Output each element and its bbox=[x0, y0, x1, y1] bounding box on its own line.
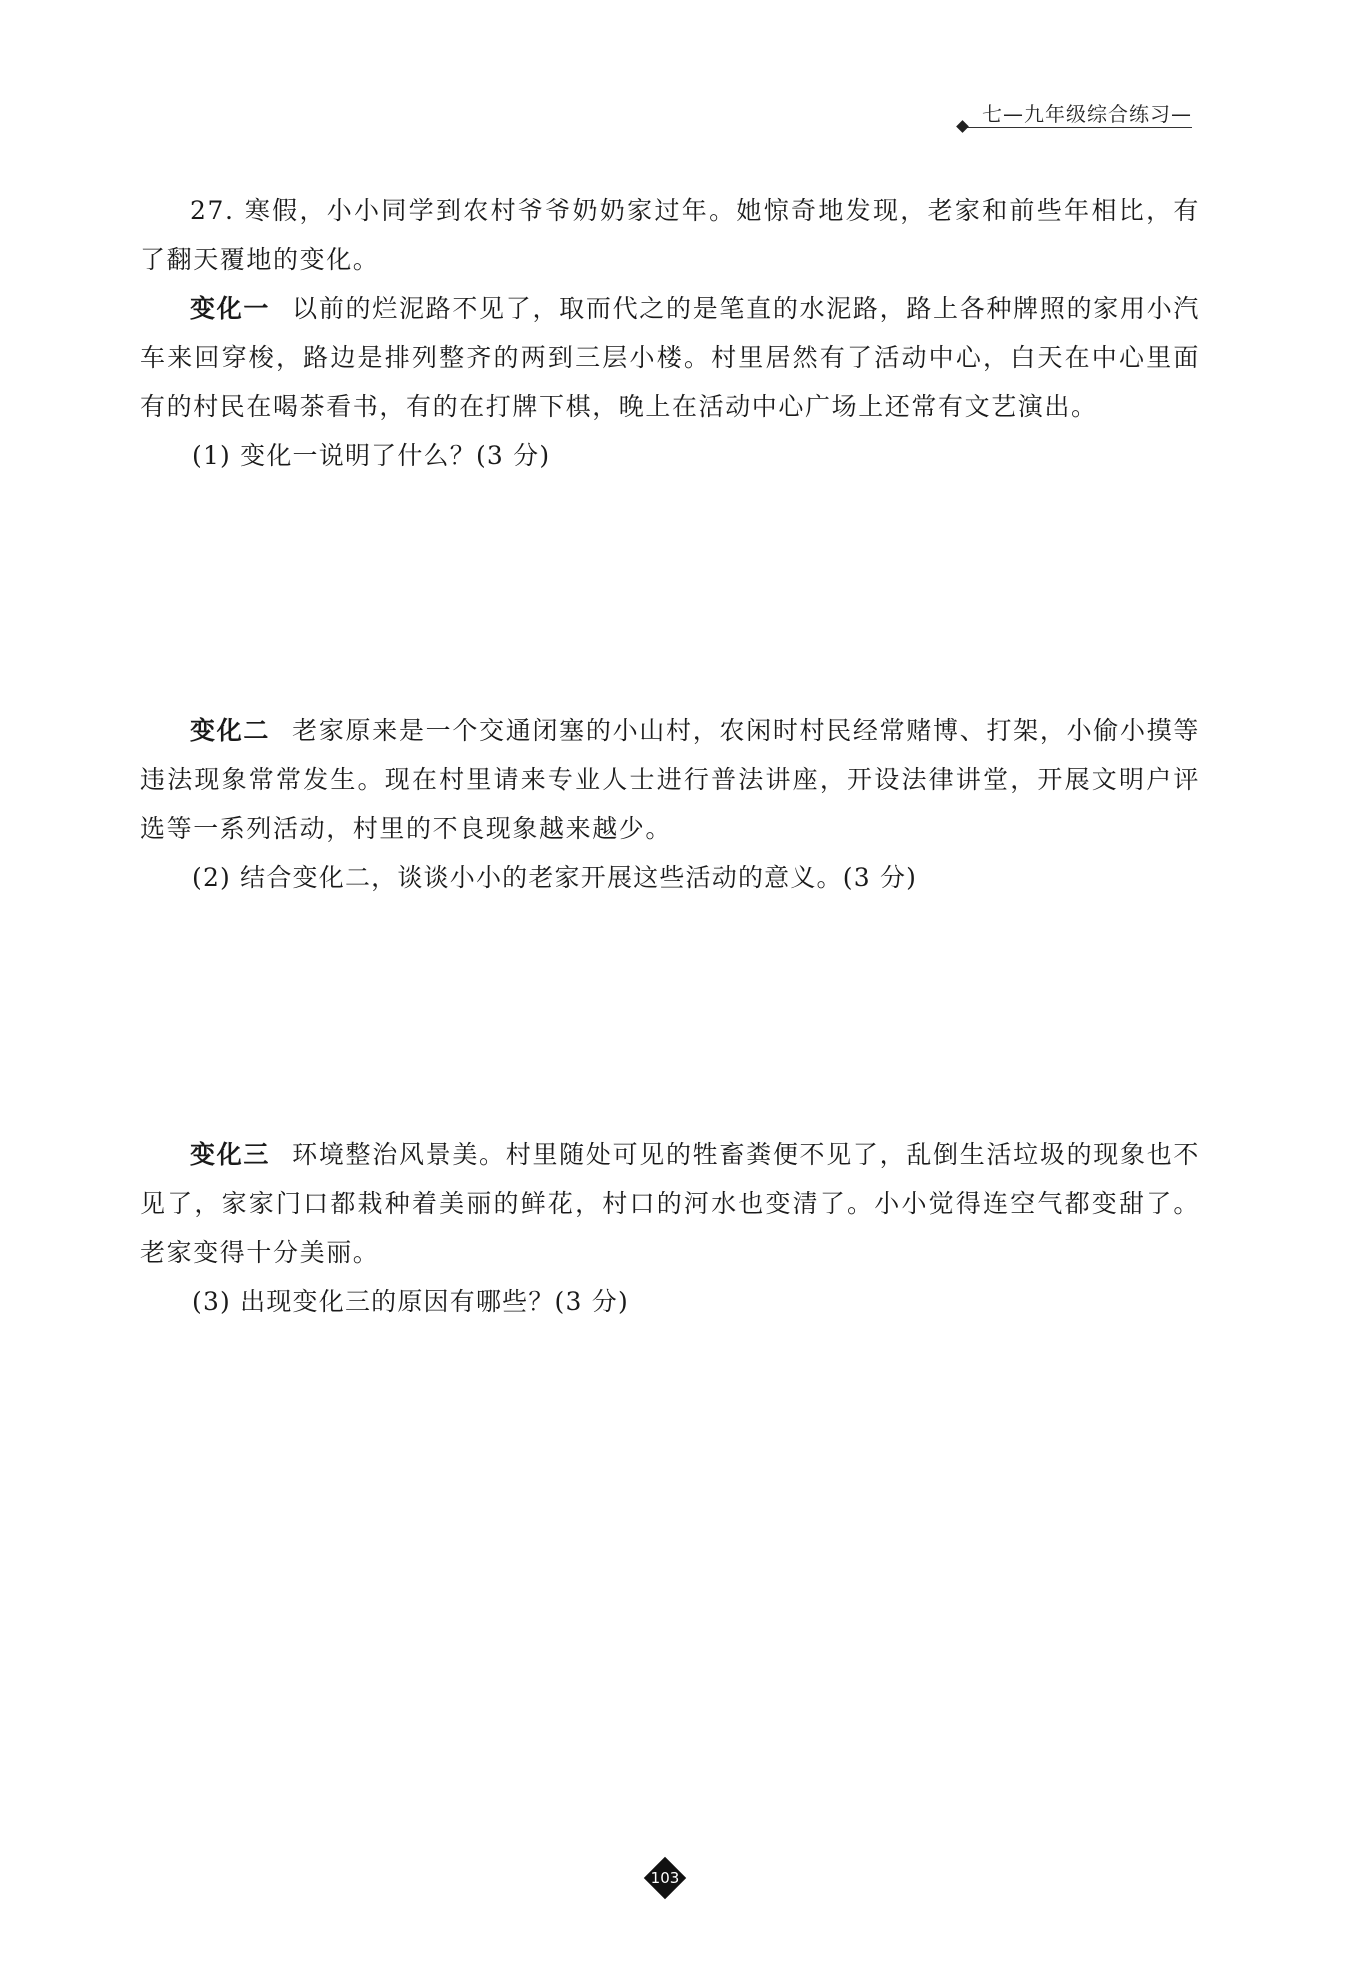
change-3-paragraph bbox=[140, 1130, 1200, 1277]
change-1-paragraph bbox=[140, 284, 1200, 431]
question-3: (3) 出现变化三的原因有哪些？(3 分) bbox=[192, 1287, 629, 1316]
page-number-badge bbox=[643, 1856, 687, 1900]
change-2-paragraph bbox=[140, 706, 1200, 853]
answer-space-1[interactable] bbox=[140, 480, 1200, 706]
change-3-text: 环境整治风景美。村里随处可见的牲畜粪便不见了，乱倒生活垃圾的现象也不见了，家家门口都栽种着美丽的鲜花，村口的河水也变清了。小小觉得连空气都变甜了。老家变得十分美丽。 bbox=[140, 1140, 1200, 1267]
question-1: (1) 变化一说明了什么？(3 分) bbox=[192, 441, 551, 470]
page-number: 103 bbox=[650, 1869, 680, 1887]
page-header bbox=[960, 98, 1192, 138]
change-1-label: 变化一 bbox=[190, 294, 271, 323]
header-title: 七—九年级综合练习— bbox=[982, 102, 1192, 126]
change-2-label: 变化二 bbox=[190, 716, 271, 745]
diamond-bullet-icon bbox=[956, 120, 969, 133]
change-3-label: 变化三 bbox=[190, 1140, 271, 1169]
answer-space-3[interactable] bbox=[140, 1326, 1200, 1554]
change-1-text: 以前的烂泥路不见了，取而代之的是笔直的水泥路，路上各种牌照的家用小汽车来回穿梭，路边是排列整齐的两到三层小楼。村里居然有了活动中心，白天在中心里面有的村民在喝茶看书，有的在打牌下棋，晚上在活动中心广场上还常有文艺演出。 bbox=[140, 294, 1200, 421]
header-rule bbox=[960, 127, 1192, 128]
problem-intro: 27. 寒假，小小同学到农村爷爷奶奶家过年。她惊奇地发现，老家和前些年相比，有了翻天覆地的变化。 bbox=[140, 196, 1200, 274]
question-2: (2) 结合变化二，谈谈小小的老家开展这些活动的意义。(3 分) bbox=[192, 863, 918, 892]
problem-27 bbox=[140, 186, 1200, 1554]
change-2-text: 老家原来是一个交通闭塞的小山村，农闲时村民经常赌博、打架，小偷小摸等违法现象常常发生。现在村里请来专业人士进行普法讲座，开设法律讲堂，开展文明户评选等一系列活动，村里的不良现象越来越少。 bbox=[140, 716, 1200, 843]
answer-space-2[interactable] bbox=[140, 902, 1200, 1130]
